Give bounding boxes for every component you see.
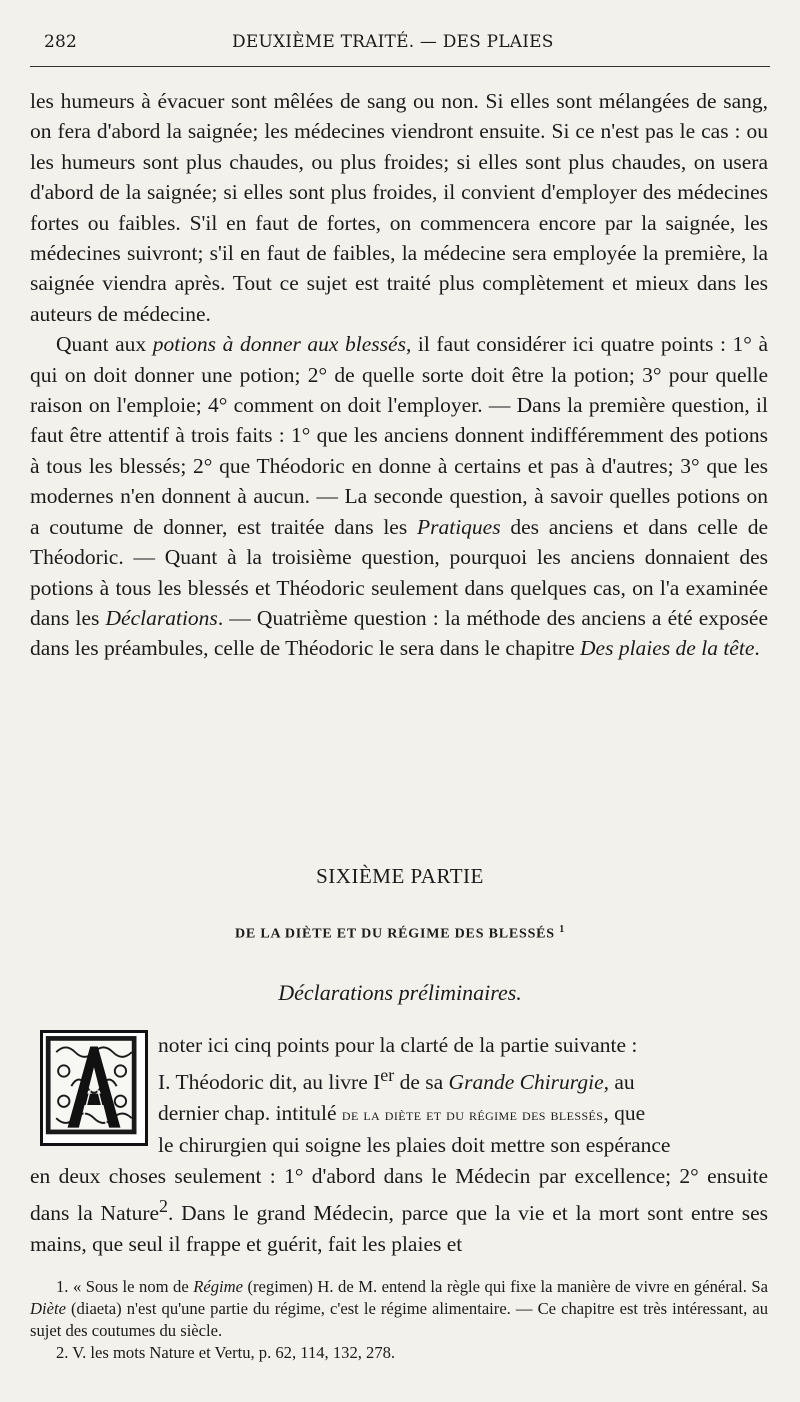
running-title: DEUXIÈME TRAITÉ. — DES PLAIES bbox=[232, 32, 554, 52]
p2-italic-plaies: Des plaies de la tête bbox=[580, 636, 755, 661]
p3-rest-b: . Dans le grand Médecin, parce que la vie et la mort sont entre ses mains, que seul il frappe et guérit, fait les plaies et bbox=[30, 1201, 769, 1256]
p2-italic-declarations: Déclarations bbox=[105, 605, 218, 630]
p3-line-1: noter ici cinq points pour la clarté de la partie suivante : bbox=[158, 1033, 638, 1057]
p3-line-2-a: I. Théodoric dit, au livre I bbox=[158, 1070, 381, 1095]
main-text bbox=[30, 86, 768, 664]
p3-line-2-c: , au bbox=[603, 1070, 635, 1095]
p2-text-e: des anciens et dans celle de Théodoric. — Quant à la troisième question, pourquoi les anciens donnaient des potions à tous les blessés et Théodoric seulement dans quelques cas, on l'a examinée dans les bbox=[30, 514, 768, 630]
p3-line-3-b: , que bbox=[603, 1100, 646, 1125]
page-number: 282 bbox=[44, 32, 78, 52]
footnote-ref-1: 1 bbox=[559, 924, 566, 935]
fn1-a: 1. « Sous le nom de bbox=[56, 1277, 194, 1296]
p3-line-2 bbox=[30, 1060, 768, 1098]
section-heading: Déclarations préliminaires. bbox=[278, 980, 522, 1005]
p3-line-2-b: de sa bbox=[394, 1070, 449, 1095]
p3-italic-grande-chirurgie: Grande Chirurgie bbox=[448, 1070, 604, 1095]
p2-italic-potions: potions à donner aux blessés bbox=[152, 332, 406, 357]
fn1-italic-diete: Diète bbox=[30, 1299, 66, 1318]
p2-italic-pratiques: Pratiques bbox=[416, 514, 501, 539]
footnote-2: 2. V. les mots Nature et Vertu, p. 62, 114, 132, 278. bbox=[56, 1343, 396, 1362]
p3-line-3 bbox=[30, 1098, 768, 1130]
part-title: SIXIÈME PARTIE bbox=[316, 864, 484, 888]
p3-smallcaps-title: de la diète et du régime des blessés bbox=[341, 1104, 604, 1124]
footnote-1 bbox=[30, 1276, 768, 1342]
p3-rest bbox=[30, 1161, 768, 1259]
footnote-ref-2: 2 bbox=[159, 1196, 168, 1217]
paragraph-1: les humeurs à évacuer sont mêlées de sang ou non. Si elles sont mélangées de sang, on fera d'abord la saignée; les médecines viendront ensuite. Si ce n'est pas le cas : ou les humeurs sont plus chaudes, ou plus froides; si elles sont plus chaudes, on usera d'abord de la saignée; si elles sont plus froides, il convient d'employer des médecines fortes ou faibles. S'il en faut de fortes, on commencera encore par la saignée, les médecines suivront; s'il en faut de faibles, la médecine sera employée la première, la saignée viendra après. Tout ce sujet est traité plus complètement et mieux dans les auteurs de médecine. bbox=[30, 89, 768, 326]
paragraph-2 bbox=[30, 329, 768, 663]
header-rule bbox=[30, 66, 770, 67]
p2-text-a: Quant aux bbox=[56, 332, 153, 357]
p3-superscript: er bbox=[380, 1065, 395, 1086]
p3-line-4: le chirurgien qui soigne les plaies doit mettre son espérance bbox=[158, 1133, 671, 1158]
fn1-c: (diaeta) n'est qu'une partie du régime, c'est le régime alimentaire. — Ce chapitre est très intéressant, au sujet des coutumes du siècle. bbox=[30, 1299, 768, 1340]
subtitle-text: DE LA DIÈTE ET DU RÉGIME DES BLESSÉS bbox=[234, 926, 555, 942]
footnotes bbox=[30, 1276, 768, 1364]
part-subtitle bbox=[0, 924, 800, 943]
p2-text-i: . bbox=[754, 636, 760, 661]
p3-line-3-a: dernier chap. intitulé bbox=[158, 1100, 342, 1125]
fn1-b: (regimen) H. de M. entend la règle qui fixe la manière de vivre en général. Sa bbox=[242, 1277, 768, 1296]
fn1-italic-regime: Régime bbox=[193, 1277, 243, 1296]
paragraph-3 bbox=[30, 1030, 768, 1259]
running-header bbox=[44, 26, 764, 60]
p2-text-c: , il faut considérer ici quatre points : 1° à qui on doit donner une potion; 2° de quelle sorte doit être la potion; 3° pour quelle raison on l'emploie; 4° comment on doit l'employer. — Dans la première question, il faut être attentif à trois faits : 1° que les anciens donnent indifféremment des potions à tous les blessés; 2° que Théodoric en donne à certains et pas à d'autres; 3° que les modernes n'en donnent à aucun. — La seconde question, à savoir quelles potions on a coutume de donner, est traitée dans les bbox=[30, 332, 769, 539]
p2-text-g: . — Quatrième question : la méthode des anciens a été exposée dans les préambules, celle de Théodoric le sera dans le chapitre bbox=[30, 605, 769, 661]
p3-rest-a: en deux choses seulement : 1° d'abord dans le Médecin par excellence; 2° ensuite dans la Nature bbox=[30, 1163, 768, 1226]
